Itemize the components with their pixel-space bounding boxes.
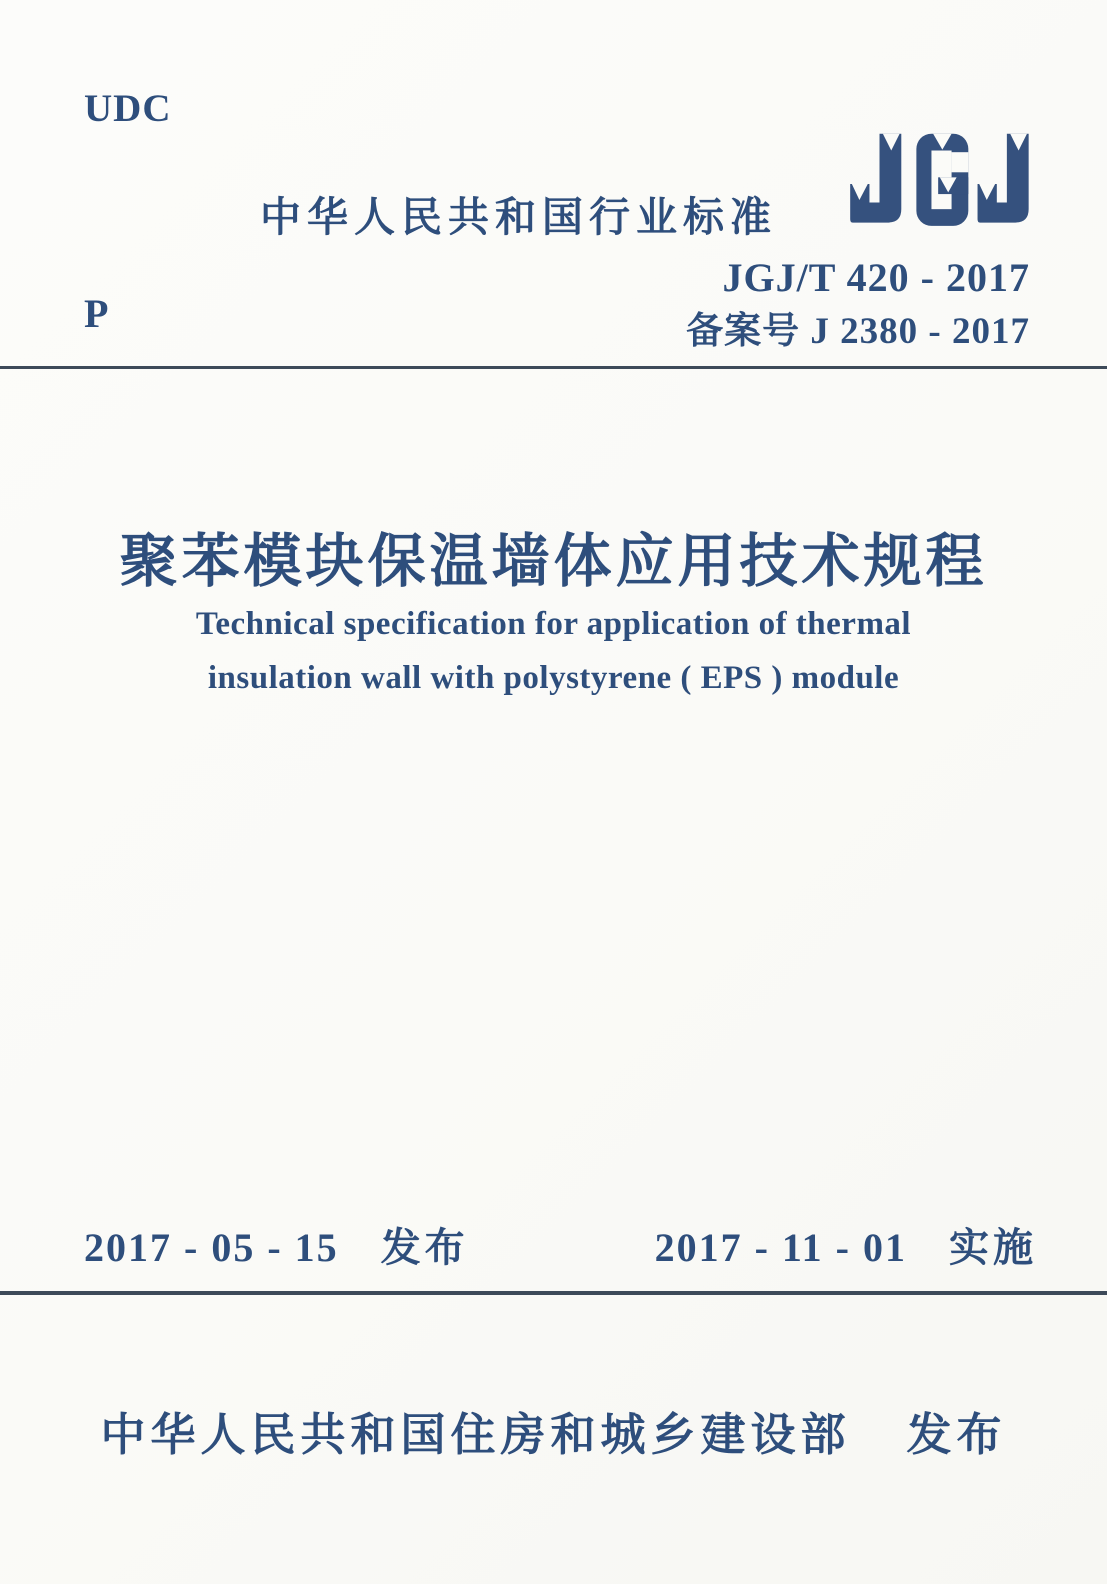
udc-label: UDC <box>84 87 172 130</box>
publish-label: 发布 <box>906 1409 1007 1460</box>
record-number: 备案号 J 2380 - 2017 <box>686 311 1030 352</box>
title-english-line2: insulation wall with polystyrene ( EPS ) module <box>207 660 900 696</box>
title-english-line1: Technical specification for application of thermal <box>195 606 912 642</box>
issue-label: 发布 <box>380 1226 469 1270</box>
standard-number: JGJ/T 420 - 2017 <box>722 255 1030 300</box>
header-divider-rule <box>0 366 1107 369</box>
footer-divider-rule <box>0 1291 1107 1295</box>
issue-date-group <box>84 1216 469 1273</box>
publisher-row <box>0 1398 1107 1463</box>
title-chinese: 聚苯模块保温墙体应用技术规程 <box>119 529 988 594</box>
implement-label: 实施 <box>949 1226 1037 1270</box>
publisher-name: 中华人民共和国住房和城乡建设部 <box>100 1409 851 1460</box>
implement-date: 2017 - 11 - 01 <box>654 1225 907 1270</box>
jgj-logo-icon <box>846 126 1032 232</box>
classification-code: P <box>84 291 109 336</box>
issue-date: 2017 - 05 - 15 <box>84 1225 339 1270</box>
implement-date-group <box>655 1216 1037 1273</box>
standard-type-heading: 中华人民共和国行业标准 <box>260 194 777 240</box>
